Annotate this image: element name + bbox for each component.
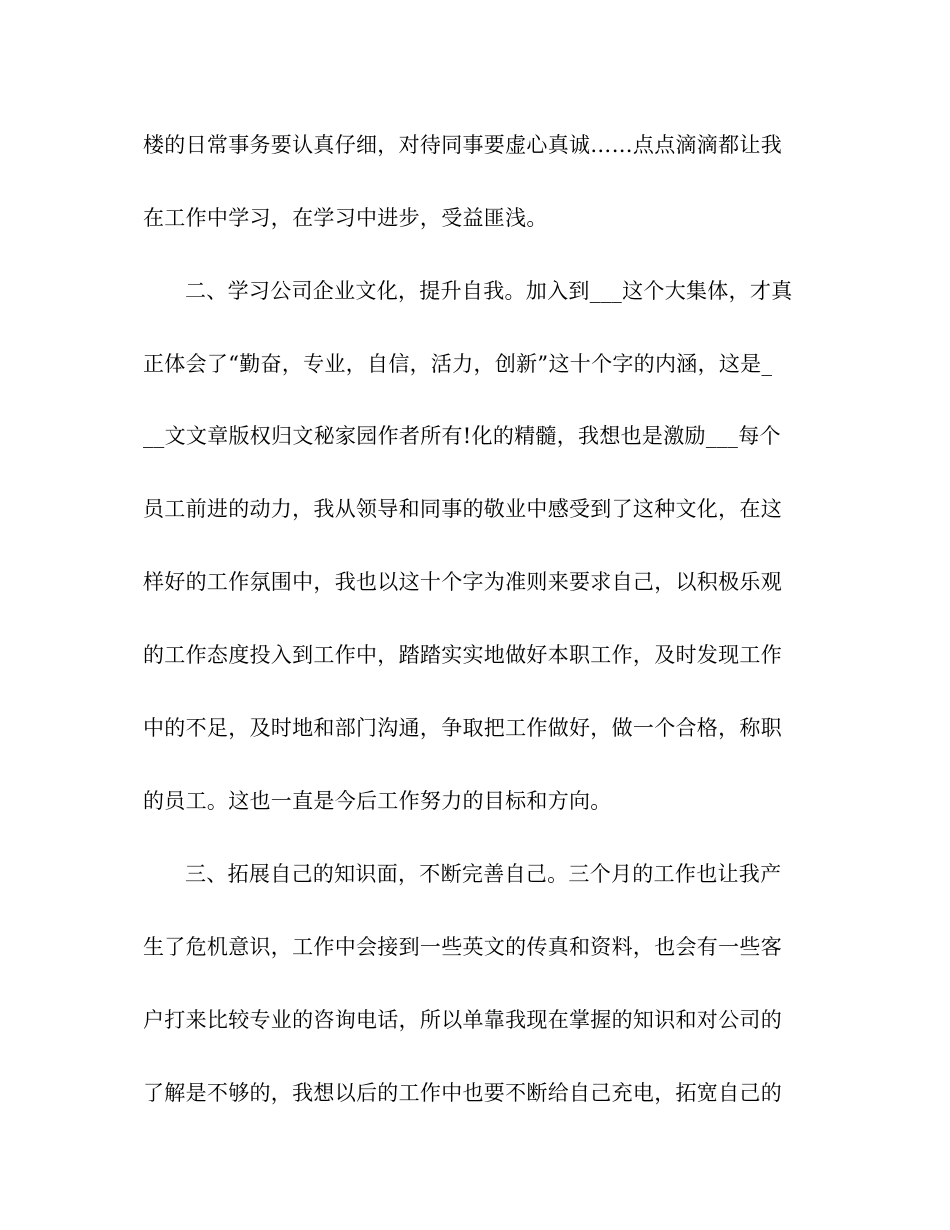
paragraph-start-line: 二、学习公司企业文化，提升自我。加入到___这个大集体，才真 bbox=[185, 279, 793, 303]
text-line: 的员工。这也一直是今后工作努力的目标和方向。 bbox=[143, 789, 612, 813]
text-line: 生了危机意识，工作中会接到一些英文的传真和资料，也会有一些客 bbox=[143, 935, 782, 959]
text-line: 的工作态度投入到工作中，踏踏实实地做好本职工作，及时发现工作 bbox=[143, 643, 782, 667]
text-line: 楼的日常事务要认真仔细，对待同事要虚心真诚……点点滴滴都让我 bbox=[143, 133, 782, 157]
text-line: 了解是不够的，我想以后的工作中也要不断给自己充电，拓宽自己的 bbox=[143, 1081, 782, 1105]
paragraph-start-line: 三、拓展自己的知识面，不断完善自己。三个月的工作也让我产 bbox=[185, 862, 782, 886]
text-line: __文文章版权归文秘家园作者所有!化的精髓，我想也是激励___每个 bbox=[143, 424, 781, 448]
text-line: 户打来比较专业的咨询电话，所以单靠我现在掌握的知识和对公司的 bbox=[143, 1008, 782, 1032]
text-line: 正体会了“勤奋，专业，自信，活力，创新”这十个字的内涵，这是_ bbox=[143, 352, 773, 376]
text-line: 在工作中学习，在学习中进步，受益匪浅。 bbox=[143, 206, 548, 230]
text-line: 样好的工作氛围中，我也以这十个字为准则来要求自己，以积极乐观 bbox=[143, 570, 782, 594]
text-line: 员工前进的动力，我从领导和同事的敬业中感受到了这种文化，在这 bbox=[143, 497, 782, 521]
text-line: 中的不足，及时地和部门沟通，争取把工作做好，做一个合格，称职 bbox=[143, 716, 782, 740]
